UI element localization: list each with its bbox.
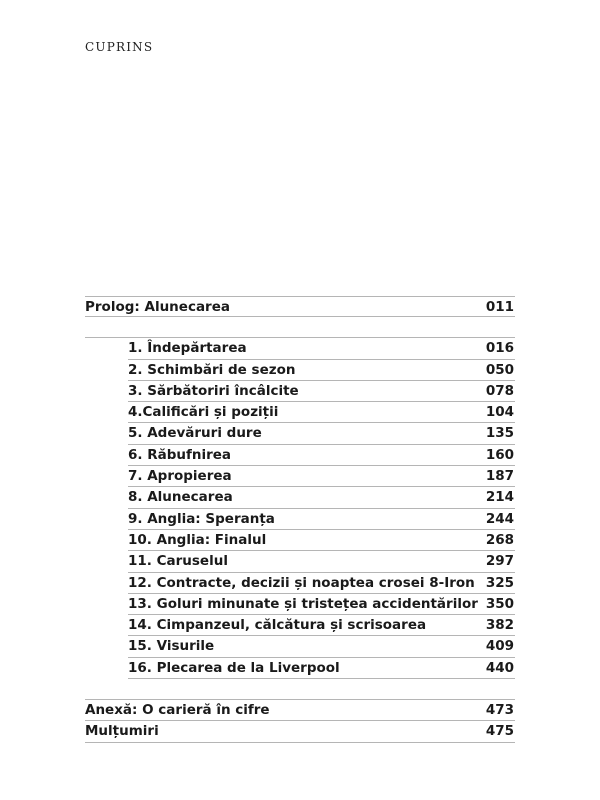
entry-title: 5. Adevăruri dure — [128, 425, 262, 442]
entry-page: 104 — [485, 404, 514, 421]
entry-page: 187 — [485, 468, 514, 485]
entry-title: 6. Răbufnirea — [128, 446, 232, 463]
toc-entry-chapter — [128, 423, 515, 444]
toc-entry-acknowledgements — [85, 721, 515, 742]
entry-title: 11. Caruselul — [128, 553, 228, 570]
entry-page: 297 — [485, 553, 514, 570]
toc-entry-chapter — [128, 573, 515, 594]
entry-title: 8. Alunecarea — [128, 489, 233, 506]
entry-page: 268 — [485, 531, 514, 548]
entry-title: 9. Anglia: Speranța — [128, 510, 275, 527]
toc-entry-prolog — [85, 296, 515, 317]
divider — [85, 679, 515, 700]
divider — [85, 317, 515, 338]
toc-entry-chapter — [128, 530, 515, 551]
entry-title: 10. Anglia: Finalul — [128, 531, 267, 548]
entry-title: Anexă: O carieră în cifre — [85, 702, 270, 719]
toc-entry-chapter — [128, 636, 515, 657]
entry-title: Prolog: Alunecarea — [85, 299, 230, 315]
entry-page: 244 — [485, 510, 514, 527]
entry-title: 4.Calificări și poziții — [128, 404, 279, 421]
entry-title: 2. Schimbări de sezon — [128, 361, 296, 378]
page-title: CUPRINS — [85, 40, 154, 54]
entry-page: 016 — [485, 340, 514, 357]
entry-page: 160 — [485, 446, 514, 463]
table-of-contents — [85, 296, 515, 743]
toc-entry-appendix — [85, 700, 515, 721]
entry-page: 325 — [485, 574, 514, 591]
toc-entry-chapter — [128, 338, 515, 359]
toc-entry-chapter — [128, 551, 515, 572]
toc-entry-chapter — [128, 509, 515, 530]
toc-entry-chapter — [128, 466, 515, 487]
entry-title: 14. Cimpanzeul, călcătura și scrisoarea — [128, 617, 427, 634]
entry-page: 382 — [485, 617, 514, 634]
entry-page: 050 — [485, 361, 514, 378]
entry-page: 475 — [485, 723, 514, 740]
entry-page: 350 — [485, 595, 514, 612]
toc-entry-chapter — [128, 615, 515, 636]
entry-page: 135 — [485, 425, 514, 442]
toc-entry-chapter — [128, 381, 515, 402]
entry-page: 078 — [485, 382, 514, 399]
entry-title: 1. Îndepărtarea — [128, 340, 247, 357]
entry-page: 214 — [485, 489, 514, 506]
entry-title: 15. Visurile — [128, 638, 215, 655]
entry-title: Mulțumiri — [85, 723, 159, 740]
entry-title: 3. Sărbătoriri încâlcite — [128, 382, 299, 399]
toc-entry-chapter — [128, 360, 515, 381]
entry-title: 13. Goluri minunate și tristețea accidentărilor — [128, 595, 478, 612]
toc-entry-chapter — [128, 445, 515, 466]
entry-title: 7. Apropierea — [128, 468, 232, 485]
toc-entry-chapter — [128, 402, 515, 423]
entry-title: 12. Contracte, decizii și noaptea crosei 8-Iron — [128, 574, 475, 591]
toc-entry-chapter — [128, 594, 515, 615]
entry-page: 440 — [485, 659, 514, 676]
toc-entry-chapter — [128, 658, 515, 679]
entry-page: 409 — [485, 638, 514, 655]
entry-page: 473 — [485, 702, 514, 719]
toc-entry-chapter — [128, 487, 515, 508]
entry-page: 011 — [485, 299, 514, 315]
entry-title: 16. Plecarea de la Liverpool — [128, 659, 340, 676]
